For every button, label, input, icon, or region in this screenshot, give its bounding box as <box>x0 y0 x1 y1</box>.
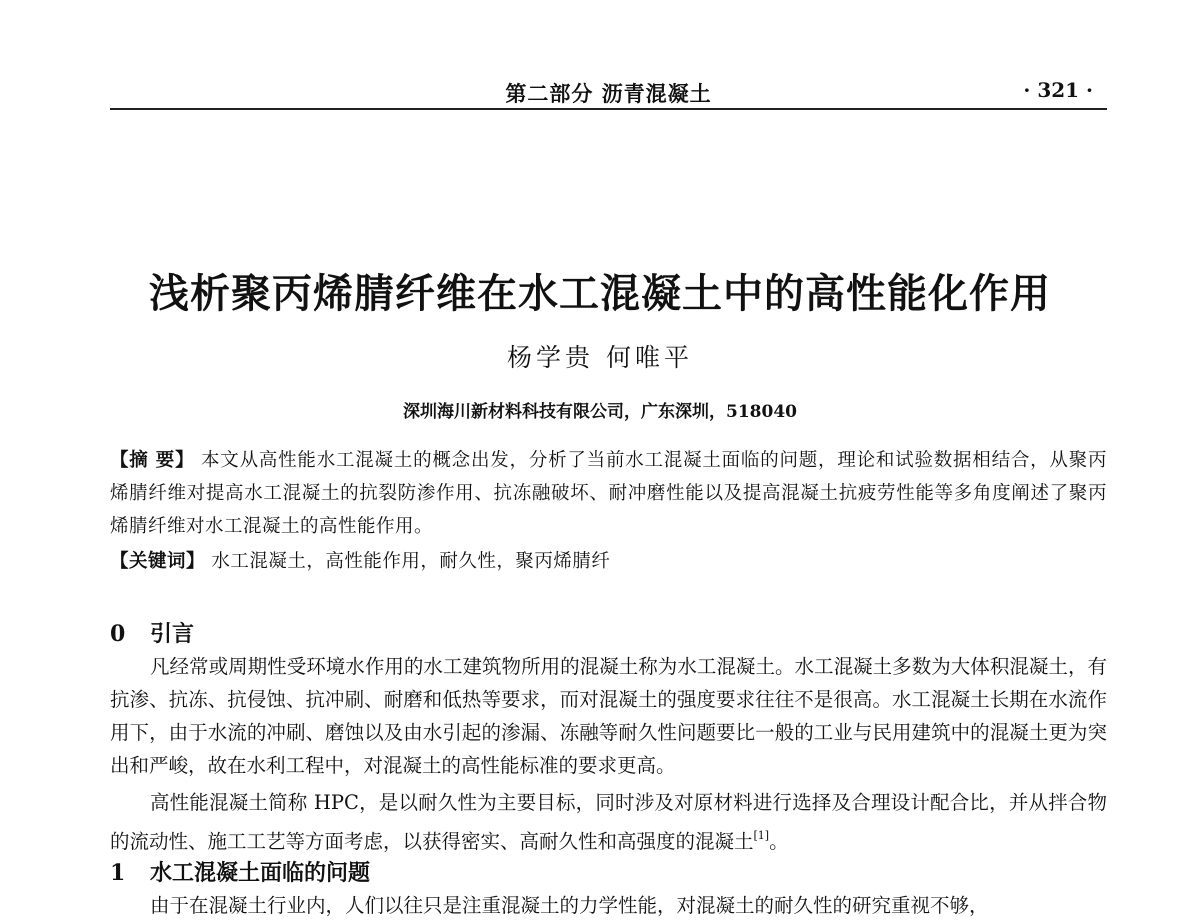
paragraph: 由于在混凝土行业内，人们以往只是注重混凝土的力学性能，对混凝土的耐久性的研究重视不够， <box>150 894 989 917</box>
running-header <box>110 76 1107 106</box>
keywords <box>110 547 1107 573</box>
keywords-label: 【关键词】 <box>110 551 206 572</box>
section-heading-introduction <box>110 617 194 648</box>
paragraph-tail: 。 <box>769 830 789 853</box>
running-header-section: 第二部分 沥青混凝土 <box>505 81 712 106</box>
authors: 杨学贵 何唯平 <box>507 343 693 372</box>
abstract <box>110 444 1107 543</box>
paragraph: 凡经常或周期性受环境水作用的水工建筑物所用的混凝土称为水工混凝土。水工混凝土多数为大体积混凝土，有抗渗、抗冻、抗侵蚀、抗冲刷、耐磨和低热等要求，而对混凝土的强度要求往往不是很高。水工混凝土长期在水流作用下，由于水流的冲刷、磨蚀以及由水引起的渗漏、冻融等耐久性问题要比一般的工业与民用建筑中的混凝土更为突出和严峻，故在水利工程中，对混凝土的高性能标准的要求更高。 <box>110 655 1107 777</box>
keywords-text: 水工混凝土，高性能作用，耐久性，聚丙烯腈纤 <box>205 551 611 572</box>
paragraph <box>110 786 1107 858</box>
section-heading-problems <box>110 856 370 887</box>
paragraph-text: 高性能混凝土简称 HPC，是以耐久性为主要目标，同时涉及对原材料进行选择及合理设计配合比，并从拌合物的流动性、施工工艺等方面考虑，以获得密实、高耐久性和高强度的混凝土 <box>110 791 1107 853</box>
affiliation: 深圳海川新材料科技有限公司，广东深圳，518040 <box>403 402 797 422</box>
section-number: 0 <box>110 621 126 647</box>
citation: [1] <box>753 829 770 842</box>
article-title: 浅析聚丙烯腈纤维在水工混凝土中的高性能化作用 <box>149 271 1051 317</box>
section-title: 引言 <box>150 622 195 647</box>
page-number: · 321 · <box>1023 78 1093 102</box>
abstract-text: 本文从高性能水工混凝土的概念出发，分析了当前水工混凝土面临的问题，理论和试验数据相结合，从聚丙烯腈纤维对提高水工混凝土的抗裂防渗作用、抗冻融破坏、耐冲磨性能以及提高混凝土抗疲劳性能等多角度阐述了聚丙烯腈纤维对水工混凝土的高性能作用。 <box>110 450 1107 537</box>
abstract-label: 【摘 要】 <box>110 450 195 471</box>
section-title: 水工混凝土面临的问题 <box>150 861 371 886</box>
section-number: 1 <box>110 860 126 886</box>
header-divider <box>110 108 1107 110</box>
